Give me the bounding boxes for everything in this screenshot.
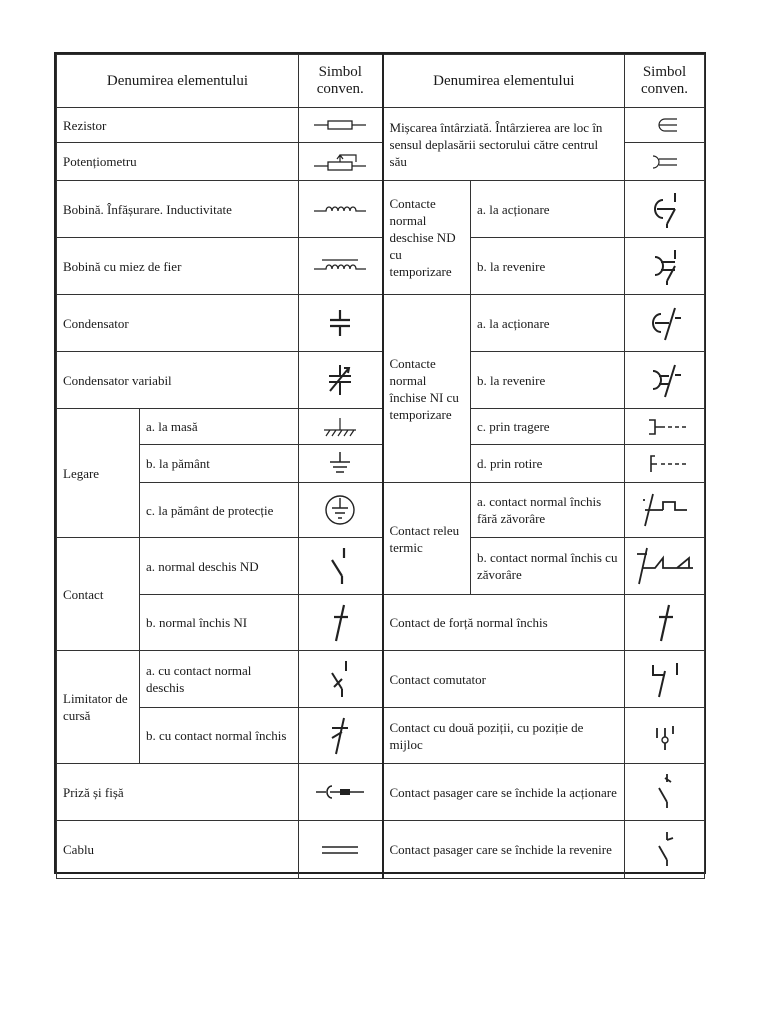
rezistor-symbol [299,108,383,143]
pasager-revenire-label: Contact pasager care se închide la revenire [383,821,625,879]
miscare-symbol-1 [625,108,705,143]
pasager-actionare-symbol [625,764,705,821]
bobina-miez-label: Bobină cu miez de fier [57,238,299,295]
limitator-inchis-label: b. cu contact normal închis [140,708,299,764]
legare-masa-label: a. la masă [140,409,299,445]
rezistor-label: Rezistor [57,108,299,143]
limitator-deschis-symbol [299,651,383,708]
condensator-label: Condensator [57,295,299,352]
prin-rotire-label: d. prin rotire [471,445,625,483]
legend-grid [56,54,705,879]
doua-pozitii-label: Contact cu două poziții, cu poziție de mijloc [383,708,625,764]
cablu-symbol [299,821,383,879]
ni-actionare-symbol [625,295,705,352]
potentiometru-symbol [299,143,383,181]
nd-la-actionare-label: a. la acționare [471,181,625,238]
cablu-label: Cablu [57,821,299,879]
contact-nd-label: a. normal deschis ND [140,538,299,595]
pamant-symbol [299,445,383,483]
releu-cu-zavorare-label: b. contact normal închis cu zăvorâre [471,538,625,595]
contact-ni-label: b. normal închis NI [140,595,299,651]
limitator-inchis-symbol [299,708,383,764]
forta-inchis-label: Contact de forță normal închis [383,595,625,651]
releu-cu-zavorare-symbol [625,538,705,595]
condensator-variabil-symbol [299,352,383,409]
ni-la-actionare-label: a. la acționare [471,295,625,352]
priza-symbol [299,764,383,821]
limitator-label: Limitator de cursă [57,651,140,764]
potentiometru-label: Potențiometru [57,143,299,181]
masa-symbol [299,409,383,445]
prin-tragere-symbol [625,409,705,445]
prin-rotire-symbol [625,445,705,483]
comutator-symbol [625,651,705,708]
nd-la-revenire-label: b. la revenire [471,238,625,295]
ni-revenire-symbol [625,352,705,409]
miscare-symbol-2 [625,143,705,181]
releu-fara-zavorare-label: a. contact normal închis fără zăvorâre [471,483,625,538]
limitator-deschis-label: a. cu contact normal deschis [140,651,299,708]
bobina-miez-symbol [299,238,383,295]
condensator-symbol [299,295,383,352]
forta-inchis-symbol [625,595,705,651]
pamant-protectie-symbol [299,483,383,538]
contact-nd-symbol [299,538,383,595]
priza-label: Priză și fișă [57,764,299,821]
ni-la-revenire-label: b. la revenire [471,352,625,409]
nd-revenire-symbol [625,238,705,295]
header-symbol-right: Simbol conven. [625,55,705,108]
doua-pozitii-symbol [625,708,705,764]
legare-pamant-label: b. la pământ [140,445,299,483]
nd-actionare-symbol [625,181,705,238]
bobina-label: Bobină. Înfășurare. Inductivitate [57,181,299,238]
releu-termic-label: Contact releu termic [383,483,471,595]
condensator-variabil-label: Condensator variabil [57,352,299,409]
pasager-actionare-label: Contact pasager care se închide la acționare [383,764,625,821]
header-name-left: Denumirea elementului [57,55,299,108]
releu-fara-zavorare-symbol [625,483,705,538]
pasager-revenire-symbol [625,821,705,879]
ni-temporizare-label: Contacte normal închise NI cu temporizare [383,295,471,483]
prin-tragere-label: c. prin tragere [471,409,625,445]
nd-temporizare-label: Contacte normal deschise ND cu temporizare [383,181,471,295]
legare-protectie-label: c. la pământ de protecție [140,483,299,538]
legare-label: Legare [57,409,140,538]
miscare-intarziata-label: Mișcarea întârziată. Întârzierea are loc în sensul deplasării sectorului către centrul său [383,108,625,181]
contact-label: Contact [57,538,140,651]
header-name-right: Denumirea elementului [383,55,625,108]
bobina-symbol [299,181,383,238]
symbol-legend-table [54,52,706,874]
contact-ni-symbol [299,595,383,651]
header-symbol-left: Simbol conven. [299,55,383,108]
comutator-label: Contact comutator [383,651,625,708]
